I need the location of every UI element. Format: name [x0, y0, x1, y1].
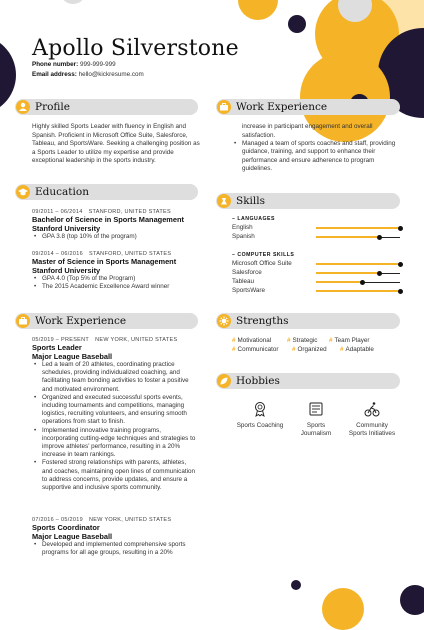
- hobby-label: Sports: [306, 422, 326, 429]
- job-2-company: Major League Baseball: [32, 532, 113, 541]
- edu-2-bullet: • The 2015 Academic Excellence Award winner: [32, 283, 202, 291]
- newspaper-icon: [307, 400, 325, 418]
- hobby-item: [344, 400, 400, 438]
- leaf-icon: [217, 374, 231, 388]
- medal-icon: [251, 400, 269, 418]
- education-item-1: [32, 209, 202, 241]
- briefcase-icon: [217, 100, 231, 114]
- work-continued-bullets: [232, 140, 402, 173]
- job-1-role: Sports Leader: [32, 343, 82, 352]
- skills-group-heading: – COMPUTER SKILLS: [232, 252, 295, 258]
- skill-level-dot: [360, 280, 365, 285]
- work-continued: [232, 123, 402, 173]
- decor-circle-dark-left: [0, 35, 16, 115]
- skill-row: [232, 224, 407, 233]
- strengths-title: Strengths: [236, 315, 289, 327]
- edu-1-degree: Bachelor of Science in Sports Management: [32, 215, 184, 224]
- job-1-bullet: • Implemented innovative training programs, incorporating cutting-edge techniques and strategies to improve athletes' performance, resulting in a 20% increase in team rankings.: [32, 427, 198, 460]
- hobby-label: Journalism: [300, 430, 332, 437]
- job-1-bullet: • Fostered strong relationships with parents, athletes, and coaches, maintaining open lines of communication to address concerns, provide updates, and ensure a supportive and inclusive sports community.: [32, 459, 198, 492]
- strengths-header: [216, 313, 400, 329]
- bar-chart-icon: [217, 194, 231, 208]
- work-continued-bullet: • Managed a team of sports coaches and staff, providing guidance, training, and support to enhance their performance and ensure adherence to program guidelines.: [232, 140, 402, 173]
- hobby-label: Community: [356, 422, 388, 429]
- work-header: [15, 313, 198, 329]
- decor-circle-grey-top: [60, 0, 86, 4]
- strength-tag: # Motivational: [232, 337, 272, 344]
- edu-2-bullets: [32, 275, 202, 291]
- star-icon: [217, 314, 231, 328]
- education-item-2: [32, 251, 202, 291]
- work-continued-text: increase in participant engagement and overall satisfaction.: [242, 123, 373, 139]
- decor-circle-dark-bottom: [291, 580, 301, 590]
- job-2-location: NEW YORK, UNITED STATES: [88, 517, 172, 523]
- strength-tag: # Adaptable: [340, 346, 374, 353]
- skill-level-dot: [398, 226, 403, 231]
- job-1-bullet: • Organized and executed successful sports events, including tournaments and competitions, managing logistics, recruiting volunteers, and ensuring smooth operations from start to finish.: [32, 394, 198, 427]
- person-icon: [16, 100, 30, 114]
- skill-fill: [316, 272, 379, 274]
- email-line: Email address: hello@kickresume.com: [32, 70, 144, 78]
- edu-1-dates: 09/2011 – 06/2014: [32, 209, 83, 215]
- skill-row: [232, 287, 407, 296]
- skill-row: [232, 269, 407, 278]
- skill-label: Spanish: [232, 233, 255, 240]
- edu-1-location: STANFORD, UNITED STATES: [88, 209, 171, 215]
- skill-label: English: [232, 224, 253, 231]
- job-1-bullet: • Led a team of 20 athletes, coordinating practice schedules, providing individualized coaching, and facilitating team bonding activities to foster a positive and motivated environment.: [32, 361, 198, 394]
- edu-2-school: Stanford University: [32, 266, 101, 275]
- skill-fill: [316, 263, 400, 265]
- graduation-cap-icon: [16, 185, 30, 199]
- job-1-company: Major League Baseball: [32, 352, 113, 361]
- skills-languages: [232, 216, 407, 242]
- skill-level-dot: [398, 289, 403, 294]
- skill-level-dot: [377, 235, 382, 240]
- skill-level-dot: [398, 262, 403, 267]
- strength-tag: # Communicator: [232, 346, 279, 353]
- profile-header: [15, 99, 198, 115]
- profile-text: Highly skilled Sports Leader with fluency in English and Spanish. Proficient in Microsoft Office Suite, Salesforce, Tableau, and SportsWare. Seeking a challenging position as a Sports Leader to utilize my expertise and provide exceptional leadership in the sports industry.: [32, 123, 200, 165]
- hobby-label: Sports Coaching: [236, 422, 284, 429]
- hobby-item: [290, 400, 342, 438]
- skill-fill: [316, 227, 400, 229]
- work-title: Work Experience: [35, 315, 127, 327]
- skill-label: SportsWare: [232, 287, 266, 294]
- skill-row: [232, 260, 407, 269]
- phone-line: Phone number: 999-999-999: [32, 61, 116, 68]
- job-2-bullets: [32, 541, 198, 557]
- profile-title: Profile: [35, 101, 70, 113]
- work-continued-header: [216, 99, 400, 115]
- decor-circle-dark-small: [288, 15, 306, 33]
- job-2: [32, 517, 202, 557]
- education-header: [15, 184, 198, 200]
- skill-label: Salesforce: [232, 269, 262, 276]
- job-1: [32, 337, 202, 492]
- hobby-item: [232, 400, 288, 430]
- job-2-role: Sports Coordinator: [32, 523, 100, 532]
- strength-tag: # Organized: [292, 346, 327, 353]
- phone-value: 999-999-999: [79, 61, 116, 68]
- skill-level-dot: [377, 271, 382, 276]
- hobbies-title: Hobbies: [236, 375, 280, 387]
- edu-2-dates: 09/2014 – 06/2016: [32, 251, 83, 257]
- job-2-dates: 07/2016 – 05/2019: [32, 517, 83, 523]
- edu-1-bullet: • GPA 3.8 (top 10% of the program): [32, 233, 202, 241]
- job-1-location: NEW YORK, UNITED STATES: [95, 337, 178, 343]
- edu-1-bullets: [32, 233, 202, 241]
- email-value[interactable]: hello@kickresume.com: [78, 70, 144, 78]
- skill-fill: [316, 290, 400, 292]
- decor-circle-yellow-bottom: [322, 588, 364, 630]
- contact-info: [32, 60, 144, 79]
- skill-label: Microsoft Office Suite: [232, 260, 292, 267]
- edu-2-location: STANFORD, UNITED STATES: [88, 251, 172, 257]
- job-2-bullet: • Developed and implemented comprehensive sports programs for all age groups, resulting in a 20%: [32, 541, 198, 557]
- skills-header: [216, 193, 400, 209]
- skill-fill: [316, 236, 379, 238]
- hobby-label: Sports Initiatives: [348, 430, 396, 437]
- decor-circle-yellow-top: [238, 0, 278, 20]
- hobbies-header: [216, 373, 400, 389]
- skills-computer: [232, 252, 407, 296]
- skill-label: Tableau: [232, 278, 255, 285]
- skills-group-heading: – LANGUAGES: [232, 216, 275, 222]
- edu-1-school: Stanford University: [32, 224, 101, 233]
- work-continued-title: Work Experience: [236, 101, 328, 113]
- education-title: Education: [35, 186, 89, 198]
- edu-2-bullet: • GPA 4.0 (Top 5% of the Program): [32, 275, 202, 283]
- skills-title: Skills: [236, 195, 266, 207]
- job-1-dates: 05/2019 – PRESENT: [32, 337, 90, 343]
- decor-circle-dark-bottom-right: [400, 585, 424, 615]
- cycling-icon: [363, 400, 381, 418]
- job-1-bullets: [32, 361, 198, 492]
- strength-tag: # Team Player: [329, 337, 370, 344]
- candidate-name: Apollo Silverstone: [32, 36, 239, 61]
- briefcase-icon: [16, 314, 30, 328]
- strength-tag: # Strategic: [287, 337, 318, 344]
- skill-row: [232, 278, 407, 287]
- edu-2-degree: Master of Science in Sports Management: [32, 257, 177, 266]
- skill-fill: [316, 281, 362, 283]
- skill-row: [232, 233, 407, 242]
